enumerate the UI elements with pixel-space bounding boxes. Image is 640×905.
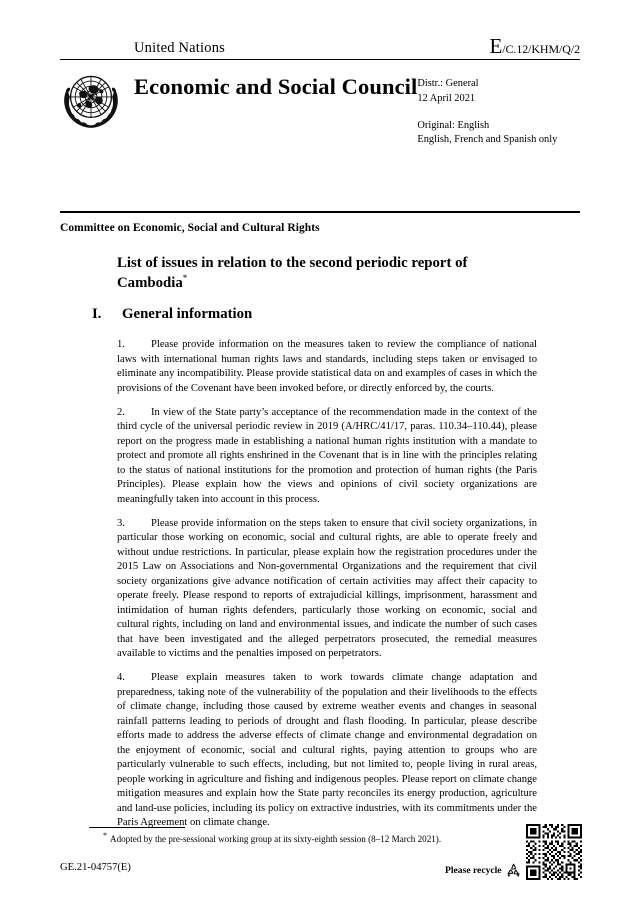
recycle-label: Please recycle (445, 865, 502, 876)
section-divider (60, 211, 580, 213)
footnote-divider (89, 827, 185, 828)
paragraph (117, 671, 537, 831)
qr-code-icon (524, 822, 584, 882)
paragraph-text: Please provide information on the steps taken to ensure that civil society organizations, in particular those working on economic, social and cultural rights, are able to operate freely and without undue restrictions. In particular, please explain how the registration procedures under the 2015 Law on Associations and Non-governmental Organizations and the requirement that civil society organizations give advance notification of certain activities may affect their capacity to operate freely. Please respond to reports of extrajudicial killings, imprisonment, harassment and intimidation of human rights defenders, particularly those working on economic, social and cultural rights, including on land and environmental issues, and indicate the number of such cases that have been investigated and the alleged perpetrators prosecuted, the remedial measures available to victims and the penalties imposed on perpetrators. (117, 517, 537, 659)
page-title-footnote-marker: * (182, 273, 188, 284)
paragraph (117, 406, 537, 508)
paragraph-number: 1. (117, 339, 125, 350)
document-symbol (489, 36, 580, 57)
masthead (60, 36, 580, 148)
document-date: 12 April 2021 (417, 92, 476, 104)
masthead-body (60, 67, 580, 148)
original-language: Original: English (417, 119, 490, 131)
footnote-text: Adopted by the pre-sessional working group at its sixty-eighth session (8–12 March 2021). (110, 834, 442, 844)
page-title-text: List of issues in relation to the second periodic report of Cambodia (117, 255, 468, 291)
paragraph-number: 4. (117, 672, 125, 683)
masthead-top-row (60, 36, 580, 59)
recycle-notice (445, 862, 522, 879)
paragraph (117, 338, 537, 396)
job-number: GE.21-04757(E) (60, 862, 131, 873)
paragraph-number: 3. (117, 517, 125, 529)
section-title: General information (122, 306, 253, 322)
distribution-spacer (417, 107, 583, 119)
paragraph (117, 517, 537, 662)
page-title (117, 254, 537, 294)
footnote (103, 830, 543, 845)
footnote-marker: * (103, 830, 107, 840)
section-number: I. (92, 306, 102, 322)
document-symbol-prefix: E (489, 34, 503, 58)
paragraph-text: Please provide information on the measures taken to review the compliance of national laws with international human rights laws and standards, including steps taken or envisaged to eliminate any incompatibility. Please provide statistical data on and examples of cases in which the provisions of the Covenant have been invoked before, or directly enforced by, the courts. (117, 339, 537, 394)
organization-name: United Nations (134, 40, 225, 56)
body-title-container (134, 67, 417, 100)
masthead-divider (60, 59, 580, 60)
distribution-block (417, 67, 583, 148)
available-languages: English, French and Spanish only (417, 134, 558, 146)
recycle-icon (505, 862, 522, 879)
paragraph-text: Please explain measures taken to work towards climate change adaptation and preparedness, taking note of the vulnerability of the population and their livelihoods to the effects of climate change, including those caused by extreme weather events and changes in seasonal rainfall patterns leading to periods of drought and flash flooding. In particular, please describe efforts made to address the adverse effects of climate change and environmental degradation on the enjoyment of economic, social and cultural rights, paying attention to groups who are particularly vulnerable to such effects, including, but not limited to, people living in rural areas, people working in agriculture and fishing and indigenous peoples. Please report on climate change mitigation measures and explain how the State party reconciles its energy production, agriculture and land-use policies, including its policy on extractive industries, with its commitments under the Paris Agreement on climate change. (117, 672, 537, 828)
committee-name: Committee on Economic, Social and Cultural Rights (60, 222, 320, 234)
un-emblem-container (60, 67, 134, 136)
body-title: Economic and Social Council (134, 74, 418, 99)
paragraph-text: In view of the State party’s acceptance of the recommendation made in the context of the third cycle of the universal periodic review in 2019 (A/HRC/41/17, paras. 110.34–110.44), please report on the progress made in establishing a national human rights institution with a mandate to protect and promote all rights enshrined in the Covenant that is in line with the principles relating to the status of national institutions for the promotion and protection of human rights (the Paris Principles). Please explain how the views and opinions of civil society organizations are meaningfully taken into account in this process. (117, 406, 537, 505)
distribution-line: Distr.: General (417, 78, 479, 89)
un-emblem-icon (60, 69, 122, 131)
body-content (117, 338, 537, 840)
document-symbol-rest: /C.12/KHM/Q/2 (502, 42, 580, 56)
section-heading (92, 306, 542, 323)
paragraph-number: 2. (117, 406, 125, 418)
